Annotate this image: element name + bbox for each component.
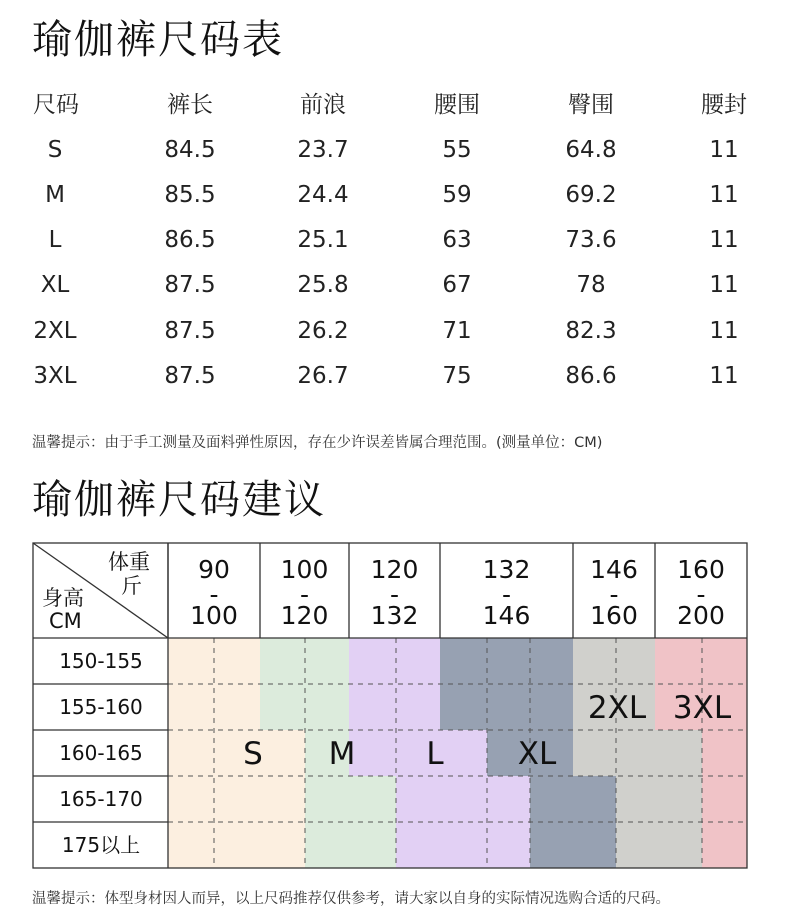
height-range-label: 165-170 bbox=[59, 787, 143, 811]
size-cell: 11 bbox=[709, 137, 739, 163]
size-tag-s: S bbox=[243, 736, 263, 772]
size-zone-l bbox=[349, 684, 440, 730]
size-cell: 25.8 bbox=[297, 272, 349, 298]
size-cell: 64.8 bbox=[565, 137, 617, 163]
size-cell: 86.6 bbox=[565, 363, 617, 389]
size-cell: 63 bbox=[442, 227, 472, 253]
size-header-cell: 裤长 bbox=[167, 92, 213, 118]
height-range-label: 155-160 bbox=[59, 695, 143, 719]
weight-range-dash: - bbox=[299, 580, 310, 609]
size-cell: 84.5 bbox=[164, 137, 216, 163]
size-header-cell: 腰围 bbox=[434, 92, 480, 118]
size-header-cell: 前浪 bbox=[300, 92, 346, 118]
size-cell: 87.5 bbox=[164, 272, 216, 298]
size-chart-title: 瑜伽裤尺码表 bbox=[32, 17, 284, 63]
size-cell: 25.1 bbox=[297, 227, 349, 253]
size-cell: L bbox=[48, 227, 62, 253]
size-cell: 87.5 bbox=[164, 363, 216, 389]
size-header-cell: 尺码 bbox=[33, 92, 79, 118]
size-tag-3xl: 3XL bbox=[672, 690, 732, 726]
size-cell: 69.2 bbox=[565, 182, 617, 208]
size-cell: 55 bbox=[442, 137, 472, 163]
size-cell: 2XL bbox=[33, 318, 77, 344]
weight-range-dash: - bbox=[696, 580, 706, 609]
weight-range-from: 160 bbox=[677, 555, 725, 584]
size-cell: 3XL bbox=[33, 363, 77, 389]
size-zone-l bbox=[349, 638, 440, 684]
size-cell: 71 bbox=[442, 318, 472, 344]
size-zone-3xl bbox=[702, 730, 747, 776]
weight-range-to: 200 bbox=[677, 601, 725, 630]
size-cell: 75 bbox=[442, 363, 472, 389]
weight-range-from: 120 bbox=[370, 555, 419, 584]
weight-range-dash: - bbox=[609, 580, 619, 609]
size-zone-2xl bbox=[573, 638, 655, 684]
corner-height-label: 身高 bbox=[42, 586, 84, 610]
weight-range-from: 100 bbox=[280, 555, 329, 584]
corner-height-unit: CM bbox=[49, 609, 82, 633]
corner-weight-unit: 斤 bbox=[121, 574, 142, 598]
size-chart-note: 温馨提示：由于手工测量及面料弹性原因，存在少许误差皆属合理范围。(测量单位：CM) bbox=[32, 435, 603, 451]
size-cell: 26.2 bbox=[297, 318, 349, 344]
size-cell: XL bbox=[40, 272, 70, 298]
size-zone-xl bbox=[440, 638, 573, 684]
recommend-title: 瑜伽裤尺码建议 bbox=[32, 477, 326, 523]
size-zone-3xl bbox=[702, 776, 747, 822]
size-cell: 11 bbox=[709, 363, 739, 389]
size-cell: 85.5 bbox=[164, 182, 216, 208]
recommend-note: 温馨提示：体型身材因人而异，以上尺码推荐仅供参考，请大家以自身的实际情况选购合适的尺码。 bbox=[32, 891, 670, 907]
size-zone-m bbox=[305, 822, 396, 868]
size-zone-3xl bbox=[702, 822, 747, 868]
size-zone-2xl bbox=[616, 776, 702, 822]
size-cell: 11 bbox=[709, 227, 739, 253]
weight-range-to: 146 bbox=[482, 601, 531, 630]
weight-range-from: 132 bbox=[482, 555, 531, 584]
size-zone-m bbox=[305, 776, 396, 822]
height-range-label: 150-155 bbox=[59, 649, 143, 673]
size-cell: 23.7 bbox=[297, 137, 349, 163]
weight-range-dash: - bbox=[389, 580, 400, 609]
size-cell: 11 bbox=[709, 318, 739, 344]
size-tag-xl: XL bbox=[517, 736, 557, 772]
size-cell: 87.5 bbox=[164, 318, 216, 344]
size-zone-s bbox=[168, 776, 305, 822]
size-cell: 11 bbox=[709, 272, 739, 298]
size-header-cell: 臀围 bbox=[568, 92, 614, 118]
size-zone-l bbox=[396, 822, 530, 868]
size-cell: 59 bbox=[442, 182, 472, 208]
size-header-cell: 腰封 bbox=[701, 92, 747, 118]
weight-range-to: 100 bbox=[190, 601, 238, 630]
size-tag-l: L bbox=[426, 736, 444, 772]
size-cell: 24.4 bbox=[297, 182, 349, 208]
weight-range-from: 90 bbox=[198, 555, 230, 584]
size-cell: 11 bbox=[709, 182, 739, 208]
size-cell: 26.7 bbox=[297, 363, 349, 389]
size-zone-3xl bbox=[655, 638, 747, 684]
weight-range-from: 146 bbox=[590, 555, 638, 584]
weight-range-dash: - bbox=[501, 580, 512, 609]
size-zone-2xl bbox=[573, 730, 702, 776]
weight-range-to: 120 bbox=[280, 601, 329, 630]
weight-range-dash: - bbox=[209, 580, 219, 609]
size-cell: 73.6 bbox=[565, 227, 617, 253]
size-cell: 67 bbox=[442, 272, 472, 298]
size-cell: 82.3 bbox=[565, 318, 617, 344]
size-zone-xl bbox=[530, 822, 616, 868]
size-cell: M bbox=[45, 182, 65, 208]
size-cell: 86.5 bbox=[164, 227, 216, 253]
size-tag-2xl: 2XL bbox=[587, 690, 647, 726]
size-zone-s bbox=[168, 822, 305, 868]
weight-range-to: 132 bbox=[370, 601, 419, 630]
size-cell: S bbox=[47, 137, 63, 163]
size-zone-xl bbox=[530, 776, 616, 822]
corner-weight-label: 体重 bbox=[108, 550, 150, 574]
size-cell: 78 bbox=[576, 272, 606, 298]
weight-range-to: 160 bbox=[590, 601, 638, 630]
size-tag-m: M bbox=[328, 736, 356, 772]
size-zone-xl bbox=[440, 684, 573, 730]
size-zone-l bbox=[396, 776, 530, 822]
size-zone-2xl bbox=[616, 822, 702, 868]
height-range-label: 160-165 bbox=[59, 741, 143, 765]
height-range-label: 175以上 bbox=[61, 833, 141, 857]
